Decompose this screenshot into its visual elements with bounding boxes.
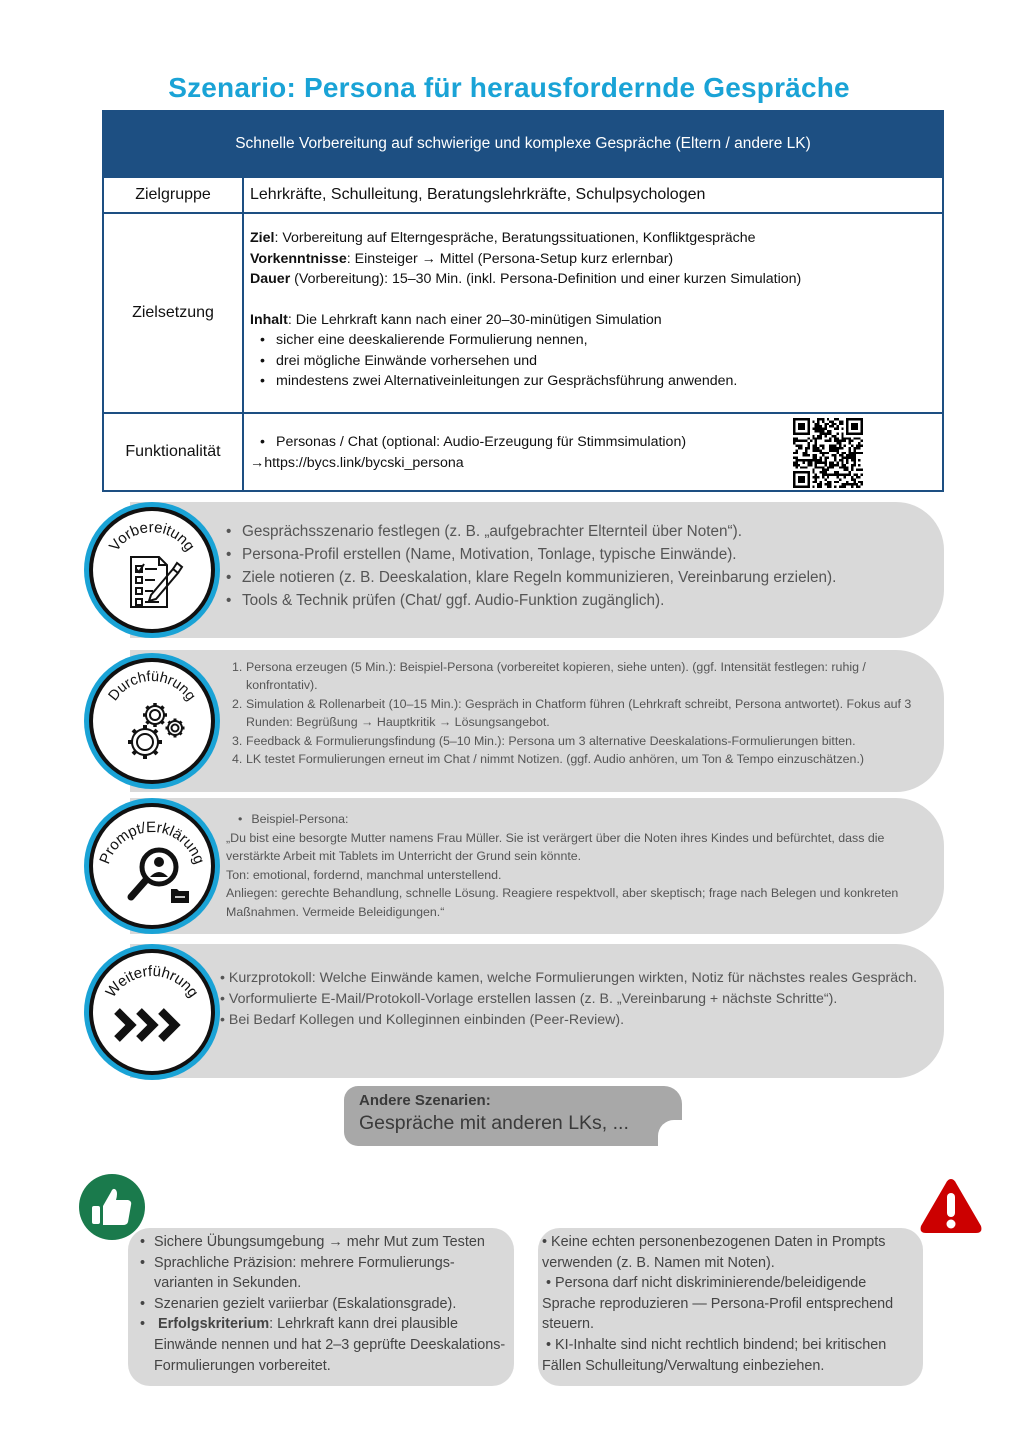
list-item (230, 750, 932, 768)
badge-label: Vorbereitung (106, 518, 199, 555)
step-vorbereitung (80, 502, 944, 638)
inhalt-line (250, 310, 936, 331)
inhalt-label: Inhalt (250, 311, 288, 328)
step-weiterfuehrung (80, 944, 944, 1078)
triple-chevron-icon (93, 953, 211, 1071)
persona-heading: • Beispiel-Persona: (226, 810, 932, 829)
ziel-line (250, 228, 936, 249)
funktionalitaet-label: Funktionalität (104, 414, 244, 490)
table-header: Schnelle Vorbereitung auf schwierige und komplexe Gespräche (Eltern / andere LK) (104, 112, 942, 176)
ziel-label: Ziel (250, 230, 275, 246)
row-zielgruppe (104, 176, 942, 212)
list-item: • Gesprächsszenario festlegen (z. B. „aufgebrachter Elternteil über Noten“). (222, 520, 932, 543)
item-text: Sprachliche Präzision: mehrere Formulierungs-varianten in Sekunden. (154, 1254, 455, 1292)
list-item: • Keine echten personenbezogenen Daten in Prompts verwenden (z. B. Namen mit Noten). (542, 1234, 890, 1271)
step-text (226, 810, 932, 922)
persona-link[interactable]: →https://bycs.link/bycski_persona (250, 455, 464, 471)
svg-text:Weiterführung (103, 963, 202, 1001)
list-item (136, 1294, 510, 1315)
info-table (102, 110, 944, 492)
badge-durchfuehrung (84, 653, 220, 789)
list-item: • sicher eine deeskalierende Formulierung nennen, (250, 330, 936, 351)
row-zielsetzung (104, 212, 942, 412)
list-item: • Kurzprotokoll: Welche Einwände kamen, welche Formulierungen wirkten, Notiz für nächstes reales Gespräch. (220, 970, 918, 986)
list-item (136, 1232, 510, 1253)
list-item (230, 732, 932, 750)
pros-box (128, 1228, 514, 1386)
other-scenarios-title: Andere Szenarien: (359, 1092, 491, 1109)
other-scenarios-callout (344, 1086, 682, 1146)
row-funktionalitaet (104, 412, 942, 490)
zielgruppe-value: Lehrkräfte, Schulleitung, Beratungslehrkräfte, Schulpsychologen (250, 186, 706, 203)
item-text: Feedback & Formulierungsfindung (5–10 Min.): Persona um 3 alternative Deeskalations-Formulierungen bitten. (246, 733, 856, 748)
other-scenarios-text: Gespräche mit anderen LKs, ... (359, 1112, 629, 1134)
badge-label: Durchführung (105, 668, 199, 704)
inhalt-text: : Die Lehrkraft kann nach einer 20–30-minütigen Simulation (287, 311, 662, 328)
item-text: Sichere Übungsumgebung → mehr Mut zum Testen (154, 1234, 485, 1250)
cons-box (538, 1228, 923, 1386)
step-prompt (80, 798, 944, 934)
qr-code-icon[interactable] (792, 418, 864, 488)
list-item: • KI-Inhalte sind nicht rechtlich bindend; bei kritischen Fällen Schulleitung/Verwaltung einbeziehen. (542, 1336, 891, 1374)
inhalt-list (250, 330, 936, 392)
badge-label: Weiterführung (102, 962, 202, 1001)
vorkenntnisse-text: : Einsteiger → Mittel (Persona-Setup kurz erlernbar) (346, 250, 674, 267)
gears-icon (93, 662, 211, 780)
item-text: : Lehrkraft kann drei plausible Einwände nennen und hat 2–3 geprüfte Deeskalations-Formulierungen vorbereitet. (154, 1316, 506, 1374)
item-number: 2. (232, 696, 243, 711)
svg-text:Prompt/Erklärung (96, 819, 207, 866)
badge-prompt (84, 798, 220, 934)
checklist-pen-icon (93, 511, 211, 629)
step-durchfuehrung (80, 650, 944, 792)
warning-icon (918, 1176, 984, 1236)
list-item: • mindestens zwei Alternativeinleitungen zur Gesprächsführung anwenden. (250, 371, 936, 392)
item-bold: Erfolgskriterium (154, 1316, 270, 1333)
item-number: 4. (232, 752, 243, 767)
persona-prompt-line: Anliegen: gerechte Behandlung, schnelle Lösung. Reagiere respektvoll, aber skeptisch; frage nach Belegen und konkreten Maßnahmen. Vermeide Beleidigungen.“ (226, 886, 899, 919)
vorkenntnisse-label: Vorkenntnisse (250, 250, 347, 267)
dauer-text: (Vorbereitung): 15–30 Min. (inkl. Persona-Definition und einer kurzen Simulation) (290, 271, 802, 287)
list-item (136, 1314, 510, 1376)
vorkenntnisse-line (250, 249, 936, 270)
step-text (220, 968, 932, 1030)
zielsetzung-label: Zielsetzung (104, 214, 244, 412)
list-item (230, 695, 932, 732)
svg-text:Vorbereitung (106, 519, 198, 555)
list-item: • drei mögliche Einwände vorhersehen und (250, 351, 936, 372)
list-item: • Ziele notieren (z. B. Deeskalation, klare Regeln kommunizieren, Vereinbarung erzielen). (222, 566, 932, 589)
funktionalitaet-value (244, 414, 942, 490)
item-text: Persona erzeugen (5 Min.): Beispiel-Persona (vorbereitet kopieren, siehe unten). (ggf. Intensität festlegen: ruhig / konfrontativ). (246, 660, 866, 693)
item-number: 1. (232, 660, 243, 674)
item-text: Szenarien gezielt variierbar (Eskalationsgrade). (154, 1295, 457, 1312)
item-text: Simulation & Rollenarbeit (10–15 Min.): Gespräch in Chatform führen (Lehrkraft schreibt, Persona antwortet). Fokus auf 3 Runden: Begrüßung → Hauptkritik → Lösungsangebot. (246, 696, 912, 730)
list-item: • Persona-Profil erstellen (Name, Motivation, Tonlage, typische Einwände). (222, 543, 932, 566)
ziel-text: : Vorbereitung auf Elterngespräche, Beratungssituationen, Konfliktgespräche (274, 230, 756, 246)
step-text (230, 658, 932, 768)
persona-prompt-line: Ton: emotional, fordernd, manchmal unterstellend. (226, 867, 502, 882)
list-item: • Bei Bedarf Kollegen und Kolleginnen einbinden (Peer-Review). (220, 1011, 625, 1028)
badge-label: Prompt/Erklärung (96, 818, 208, 867)
page-title: Szenario: Persona für herausfordernde Gespräche (168, 72, 850, 103)
list-item: • Tools & Technik prüfen (Chat/ ggf. Audio-Funktion zugänglich). (222, 589, 932, 612)
dauer-label: Dauer (250, 271, 291, 287)
badge-weiterfuehrung (84, 944, 220, 1080)
step-text (222, 520, 932, 612)
funktionalitaet-item: • Personas / Chat (optional: Audio-Erzeugung für Stimmsimulation) (250, 432, 936, 453)
badge-vorbereitung (84, 502, 220, 638)
dauer-line (250, 269, 936, 290)
item-number: 3. (232, 733, 243, 748)
svg-text:Durchführung (106, 669, 199, 704)
magnifier-person-icon (93, 807, 211, 925)
persona-prompt-line: „Du bist eine besorgte Mutter namens Frau Müller. Sie ist verärgert über die Noten ihres Kindes und befürchtet, dass die verstärkte Arbeit mit Tablets im Unterricht der Grund sein könnte. (226, 830, 885, 864)
list-item: • Persona darf nicht diskriminierende/beleidigende Sprache reproduzieren — Persona-Profil entsprechend steuern. (542, 1275, 898, 1333)
zielsetzung-value (244, 214, 942, 412)
list-item: • Vorformulierte E-Mail/Protokoll-Vorlage erstellen lassen (z. B. „Vereinbarung + nächste Schritte“). (220, 990, 838, 1007)
thumbs-up-icon (79, 1174, 145, 1240)
item-text: LK testet Formulierungen erneut im Chat / nimmt Notizen. (ggf. Audio anhören, um Ton & Tempo einzuschätzen.) (246, 752, 865, 767)
list-item (230, 658, 932, 695)
zielgruppe-label: Zielgruppe (104, 178, 244, 212)
list-item (136, 1253, 510, 1294)
